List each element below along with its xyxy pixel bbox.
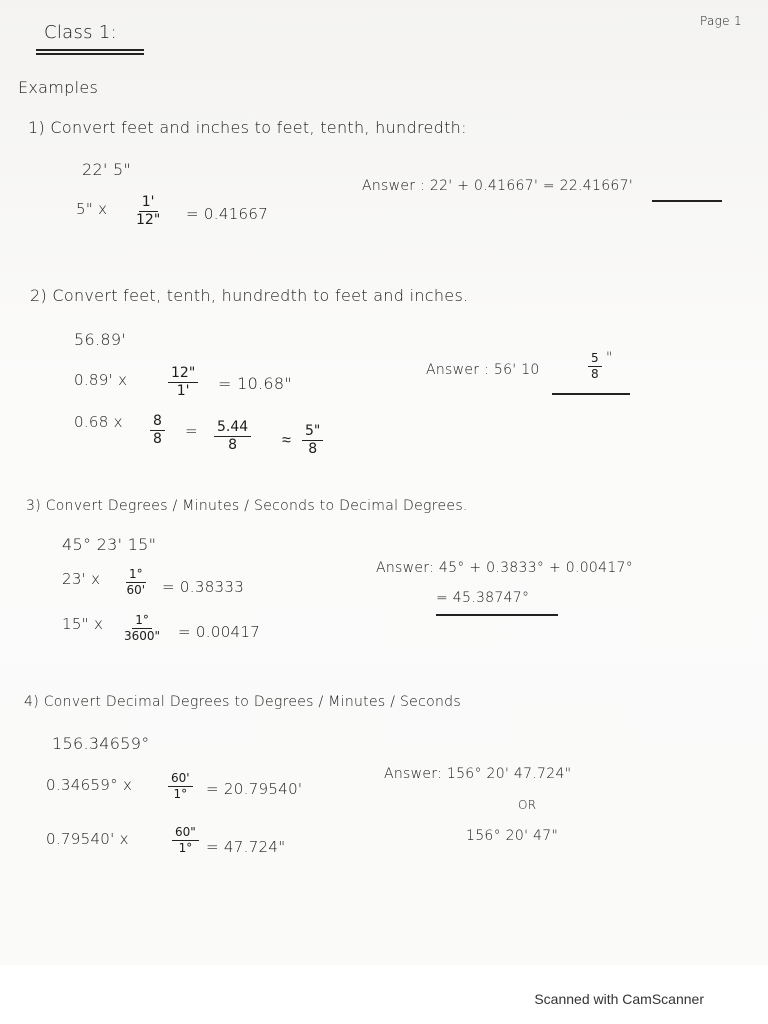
example-3-row1-left: 23' x xyxy=(62,570,101,588)
fraction-numerator: 1° xyxy=(132,614,152,629)
example-3-heading: 3) Convert Degrees / Minutes / Seconds to Decimal Degrees. xyxy=(26,498,468,514)
example-2-row2-fraction xyxy=(150,414,165,446)
fraction-denominator: 8 xyxy=(591,366,599,381)
example-4-answer-line1: Answer: 156° 20' 47.724" xyxy=(384,766,572,782)
example-4-heading: 4) Convert Decimal Degrees to Degrees / Minutes / Seconds xyxy=(24,694,461,710)
fraction-denominator: 1° xyxy=(178,840,193,855)
fraction-numerator: 8 xyxy=(150,414,165,431)
example-1-answer: Answer : 22' + 0.41667' = 22.41667' xyxy=(362,178,633,194)
example-2-row1-result: = 10.68" xyxy=(218,374,293,393)
section-heading: Examples xyxy=(18,78,99,97)
fraction-denominator: 60' xyxy=(126,582,146,597)
example-1-calc-result: = 0.41667 xyxy=(186,205,269,223)
example-2-answer-unit: " xyxy=(606,350,613,366)
example-4-given: 156.34659° xyxy=(52,734,150,753)
fraction-numerator: 1° xyxy=(126,568,146,583)
fraction-denominator: 3600" xyxy=(124,628,161,643)
example-3-row2-left: 15" x xyxy=(62,615,104,633)
example-3-row1-fraction xyxy=(126,568,146,596)
example-3-given: 45° 23' 15" xyxy=(62,535,157,554)
answer-2-underline xyxy=(552,393,630,395)
example-4-answer-line2: 156° 20' 47" xyxy=(466,828,559,844)
example-2-row2-approx: ≈ xyxy=(282,430,292,449)
example-1-fraction xyxy=(136,195,160,227)
example-2-answer-fraction xyxy=(588,352,602,380)
example-4-answer-or: OR xyxy=(518,798,537,812)
scanner-footer xyxy=(0,965,768,1024)
fraction-numerator: 12" xyxy=(168,366,198,383)
example-2-row2-fraction-3 xyxy=(302,424,323,456)
fraction-denominator: 8 xyxy=(228,436,238,453)
example-4-row2-left: 0.79540' x xyxy=(46,830,129,848)
fraction-denominator: 12" xyxy=(136,211,161,228)
example-1-calc-left: 5" x xyxy=(76,200,108,218)
example-2-row2-equals: = xyxy=(185,422,198,440)
fraction-denominator: 1' xyxy=(176,382,190,399)
answer-1-underline xyxy=(652,200,722,202)
example-3-row2-result: = 0.00417 xyxy=(178,623,261,641)
scanner-watermark: Scanned with CamScanner xyxy=(534,991,704,1007)
example-2-row2-left: 0.68 x xyxy=(74,413,123,431)
example-3-answer-line2: = 45.38747° xyxy=(436,590,530,606)
fraction-numerator: 5 xyxy=(588,352,602,367)
title-underline-2 xyxy=(36,53,144,55)
example-2-row1-left: 0.89' x xyxy=(74,371,128,389)
fraction-numerator: 5" xyxy=(302,424,323,441)
example-2-row2-fraction-2 xyxy=(214,420,251,452)
fraction-numerator: 1' xyxy=(139,195,158,212)
title-underline xyxy=(36,49,144,51)
fraction-denominator: 8 xyxy=(153,430,162,447)
answer-3-underline xyxy=(436,614,558,616)
example-4-row2-result: = 47.724" xyxy=(206,838,286,856)
fraction-numerator: 60' xyxy=(168,772,193,787)
fraction-denominator: 1° xyxy=(173,786,188,801)
page-label: Page 1 xyxy=(700,14,742,28)
example-4-row1-left: 0.34659° x xyxy=(46,776,133,794)
fraction-numerator: 5.44 xyxy=(214,420,251,437)
example-2-answer: Answer : 56' 10 xyxy=(426,362,540,378)
example-4-row1-fraction xyxy=(168,772,193,800)
example-1-heading: 1) Convert feet and inches to feet, tenth, hundredth: xyxy=(28,118,467,137)
example-1-given: 22' 5" xyxy=(82,160,132,179)
example-2-heading: 2) Convert feet, tenth, hundredth to feet and inches. xyxy=(30,286,469,305)
fraction-denominator: 8 xyxy=(308,440,318,457)
example-4-row1-result: = 20.79540' xyxy=(206,780,303,798)
example-2-row1-fraction xyxy=(168,366,198,398)
example-3-row2-fraction xyxy=(124,614,160,642)
page-title: Class 1: xyxy=(44,22,117,43)
example-2-given: 56.89' xyxy=(74,330,127,349)
fraction-numerator: 60" xyxy=(172,826,199,841)
example-3-row1-result: = 0.38333 xyxy=(162,578,245,596)
example-3-answer-line1: Answer: 45° + 0.3833° + 0.00417° xyxy=(376,560,634,576)
example-4-row2-fraction xyxy=(172,826,199,854)
